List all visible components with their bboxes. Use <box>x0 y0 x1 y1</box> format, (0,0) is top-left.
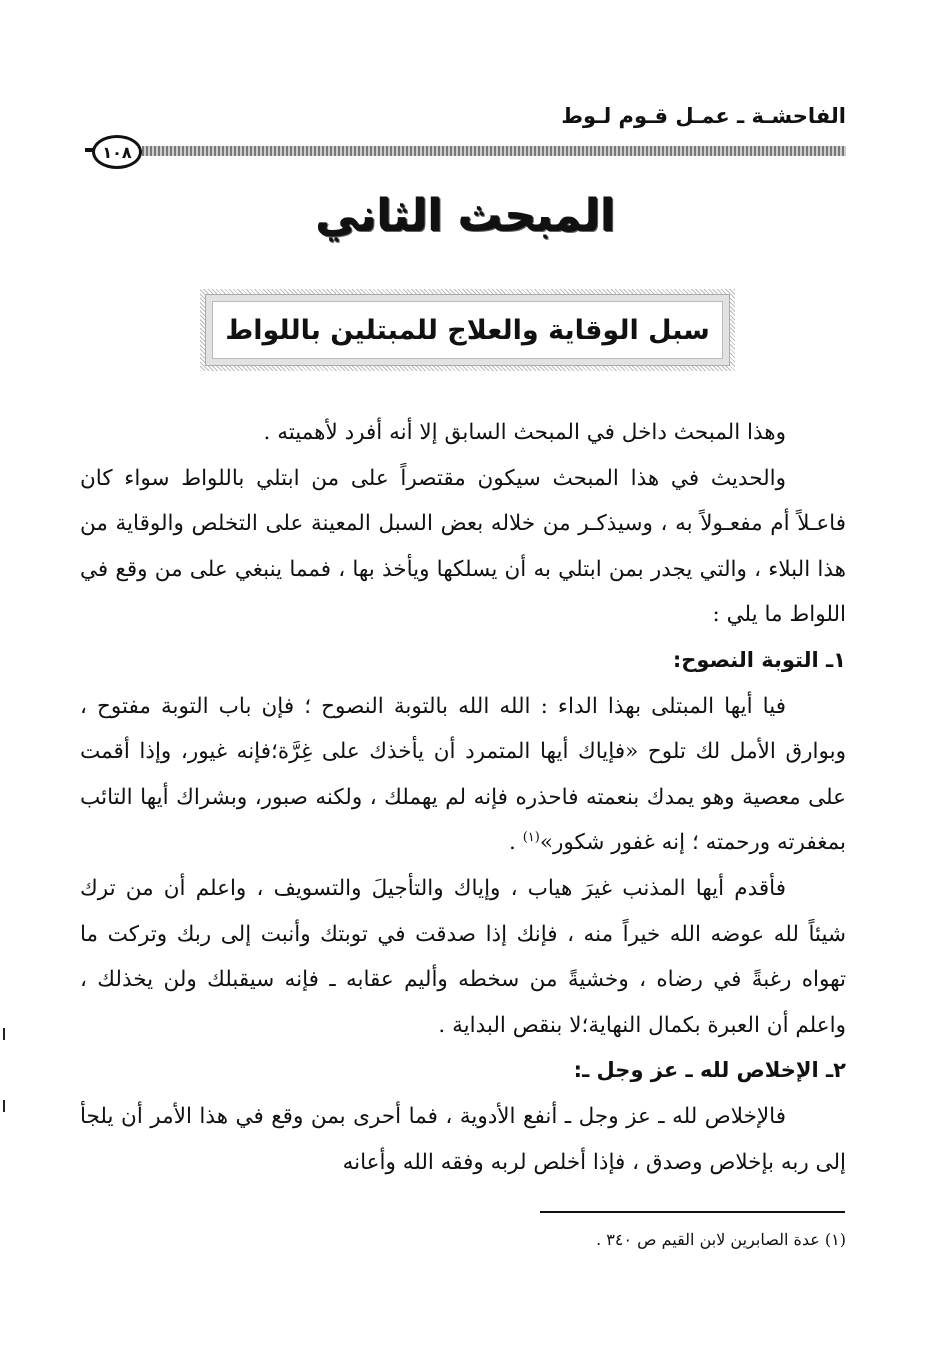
paragraph-2: والحديث في هذا المبحث سيكون مقتصراً على من ابتلي باللواط سواء كان فاعـلاً أم مفعـولاً به ، وسيذكـر من خلاله بعض السبل المعينة على التخلص والوقاية من هذا البلاء ، والتي يجدر بمن ابتلي به أن يسلكها ويأخذ بها ، فمما ينبغي على من وقع في اللواط ما يلي : <box>80 465 846 628</box>
header-rule <box>142 146 846 156</box>
paragraph-4: فأقدم أيها المذنب غيرَ هياب ، وإياك والتأجيلَ والتسويف ، واعلم أن من ترك شيئاً لله عوضه الله خيراً منه ، فإنك إذا صدقت في توبتك وأنبت إلى ربك وتركت ما تهواه رغبةً في رضاه ، وخشيةً من سخطه وأليم عقابه ـ فإنه سيقبلك ولن يخذلك ، واعلم أن العبرة بكمال النهاية؛لا بنقص البداية . <box>80 875 846 1038</box>
footnote-text: عدة الصابرين لابن القيم ص ٣٤٠ . <box>596 1230 820 1249</box>
paragraph-5: فالإخلاص لله ـ عز وجل ـ أنفع الأدوية ، فما أحرى بمن وقع في هذا الأمر أن يلجأ إلى ربه بإخلاص وصدق ، فإذا أخلص لربه وفقه الله وأعانه <box>80 1103 846 1175</box>
body-text <box>80 410 846 1185</box>
paragraph-3-text: فيا أيها المبتلى بهذا الداء : الله الله بالتوبة النصوح ؛ فإن باب التوبة مفتوح ، وبوارق الأمل لك تلوح «فإياك أيها المتمرد أن يأخذك على غِرَّة؛فإنه غيور، وإذا أقمت على معصية وهو يمدك بنعمته فاحذره فإنه لم يهملك ، ولكنه صبور، وبشراك أيها التائب بمغفرته ورحمته ؛ إنه غفور شكور» <box>80 693 846 856</box>
footnote-rule <box>540 1211 845 1213</box>
scan-edge-mark <box>3 1028 5 1040</box>
footnote-marker: (١) <box>824 1230 846 1249</box>
subtitle-text: سبل الوقاية والعلاج للمبتلين باللواط <box>225 314 710 346</box>
subtitle-frame <box>205 294 730 366</box>
section-title: المبحث الثاني <box>315 190 615 241</box>
paragraph-1: وهذا المبحث داخل في المبحث السابق إلا أنه أفرد لأهميته . <box>263 420 786 445</box>
footnote <box>596 1230 846 1249</box>
running-title: الفاحشـة ـ عمـل قـوم لـوط <box>561 104 846 128</box>
heading-repentance: ١ـ التوبة النصوح: <box>672 647 846 672</box>
paragraph-3-end: . <box>509 830 523 856</box>
heading-sincerity: ٢ـ الإخلاص لله ـ عز وجل ـ: <box>573 1058 846 1083</box>
footnote-reference[interactable]: (١) <box>522 830 540 846</box>
page-number: ١٠٨ <box>92 135 142 169</box>
paragraph-3 <box>80 684 846 866</box>
scan-edge-mark <box>3 1100 5 1112</box>
